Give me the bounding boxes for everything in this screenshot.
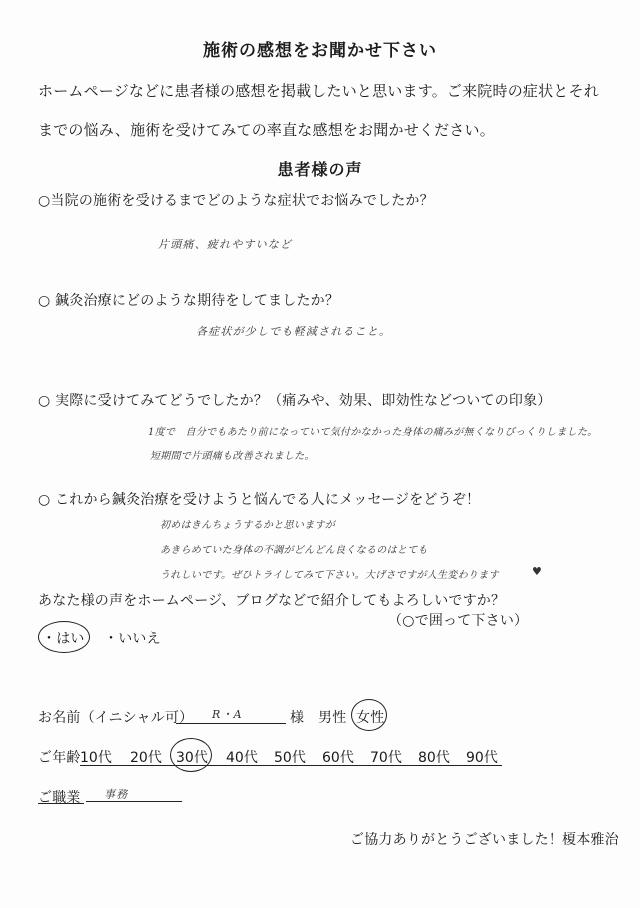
question-4: ○ これから鍼灸治療を受けようと悩んでる人にメッセージをどうぞ！ xyxy=(38,492,481,508)
yes-selection-circle xyxy=(38,621,90,653)
age-option-10[interactable]: 10代 xyxy=(80,750,112,766)
consent-note: （○で囲って下さい） xyxy=(388,613,529,629)
thanks-text: ご協力ありがとうございました！ xyxy=(350,832,563,848)
signature: 榎本雅治 xyxy=(562,832,619,848)
answer-3-line-2: 短期間で片頭痛も改善されました。 xyxy=(150,451,315,462)
age-option-30[interactable]: 30代 xyxy=(176,750,208,766)
age-option-80[interactable]: 80代 xyxy=(418,750,450,766)
job-underline xyxy=(86,801,182,802)
question-3: ○ 実際に受けてみてどうでしたか？（痛みや、効果、即効性などついての印象） xyxy=(38,393,552,409)
consent-yes[interactable]: ・はい xyxy=(42,631,85,647)
age-label: ご年齢 xyxy=(38,750,81,766)
job-label-underline xyxy=(38,803,84,804)
consent-question: あなた様の声をホームページ、ブログなどで紹介してもよろしいですか？ xyxy=(38,593,506,609)
intro-line-2: までの悩み、施術を受けてみての率直な感想をお聞かせください。 xyxy=(38,121,495,139)
intro-line-1: ホームページなどに患者様の感想を掲載したいと思います。ご来院時の症状とそれ xyxy=(38,82,599,100)
age-option-60[interactable]: 60代 xyxy=(322,750,354,766)
question-2: ○ 鍼灸治療にどのような期待をしてましたか？ xyxy=(38,293,340,309)
age-selection-circle xyxy=(170,738,212,772)
name-value[interactable]: R・A xyxy=(212,708,243,721)
age-option-90[interactable]: 90代 xyxy=(466,750,498,766)
answer-4-line-3: うれしいです。ぜひトライしてみて下さい。大げさですが人生変わります xyxy=(160,570,499,581)
answer-4-line-1: 初めはきんちょうするかと思いますが xyxy=(160,520,336,531)
heart-icon: ♥ xyxy=(532,565,542,578)
question-1: ○当院の施術を受けるまでどのような症状でお悩みでしたか？ xyxy=(38,193,434,209)
job-label: ご職業 xyxy=(38,790,81,806)
age-option-40[interactable]: 40代 xyxy=(226,750,258,766)
male-option[interactable]: 男性 xyxy=(318,710,347,726)
female-selection-circle xyxy=(351,699,387,731)
female-option[interactable]: 女性 xyxy=(356,710,385,726)
page-title: 施術の感想をお聞かせ下さい xyxy=(203,41,437,61)
answer-4-line-2: あきらめていた身体の不調がどんどん良くなるのはとても xyxy=(160,545,428,556)
name-label: お名前（イニシャル可） xyxy=(38,710,194,726)
sama-label: 様 xyxy=(290,710,305,726)
age-option-70[interactable]: 70代 xyxy=(370,750,402,766)
age-option-20[interactable]: 20代 xyxy=(130,750,162,766)
answer-1-line-1: 片頭痛、疲れやすいなど xyxy=(158,238,293,251)
age-underline xyxy=(80,765,502,766)
consent-no[interactable]: ・いいえ xyxy=(104,631,161,647)
job-value[interactable]: 事務 xyxy=(104,788,129,801)
name-underline xyxy=(176,723,286,724)
answer-3-line-1: 1度で 自分でもあたり前になっていて気付かなかった身体の痛みが無くなりびっくりしました。 xyxy=(148,427,598,438)
answer-2-line-1: 各症状が少しでも軽減されること。 xyxy=(196,325,392,338)
age-option-50[interactable]: 50代 xyxy=(274,750,306,766)
section-title: 患者様の声 xyxy=(277,160,363,179)
